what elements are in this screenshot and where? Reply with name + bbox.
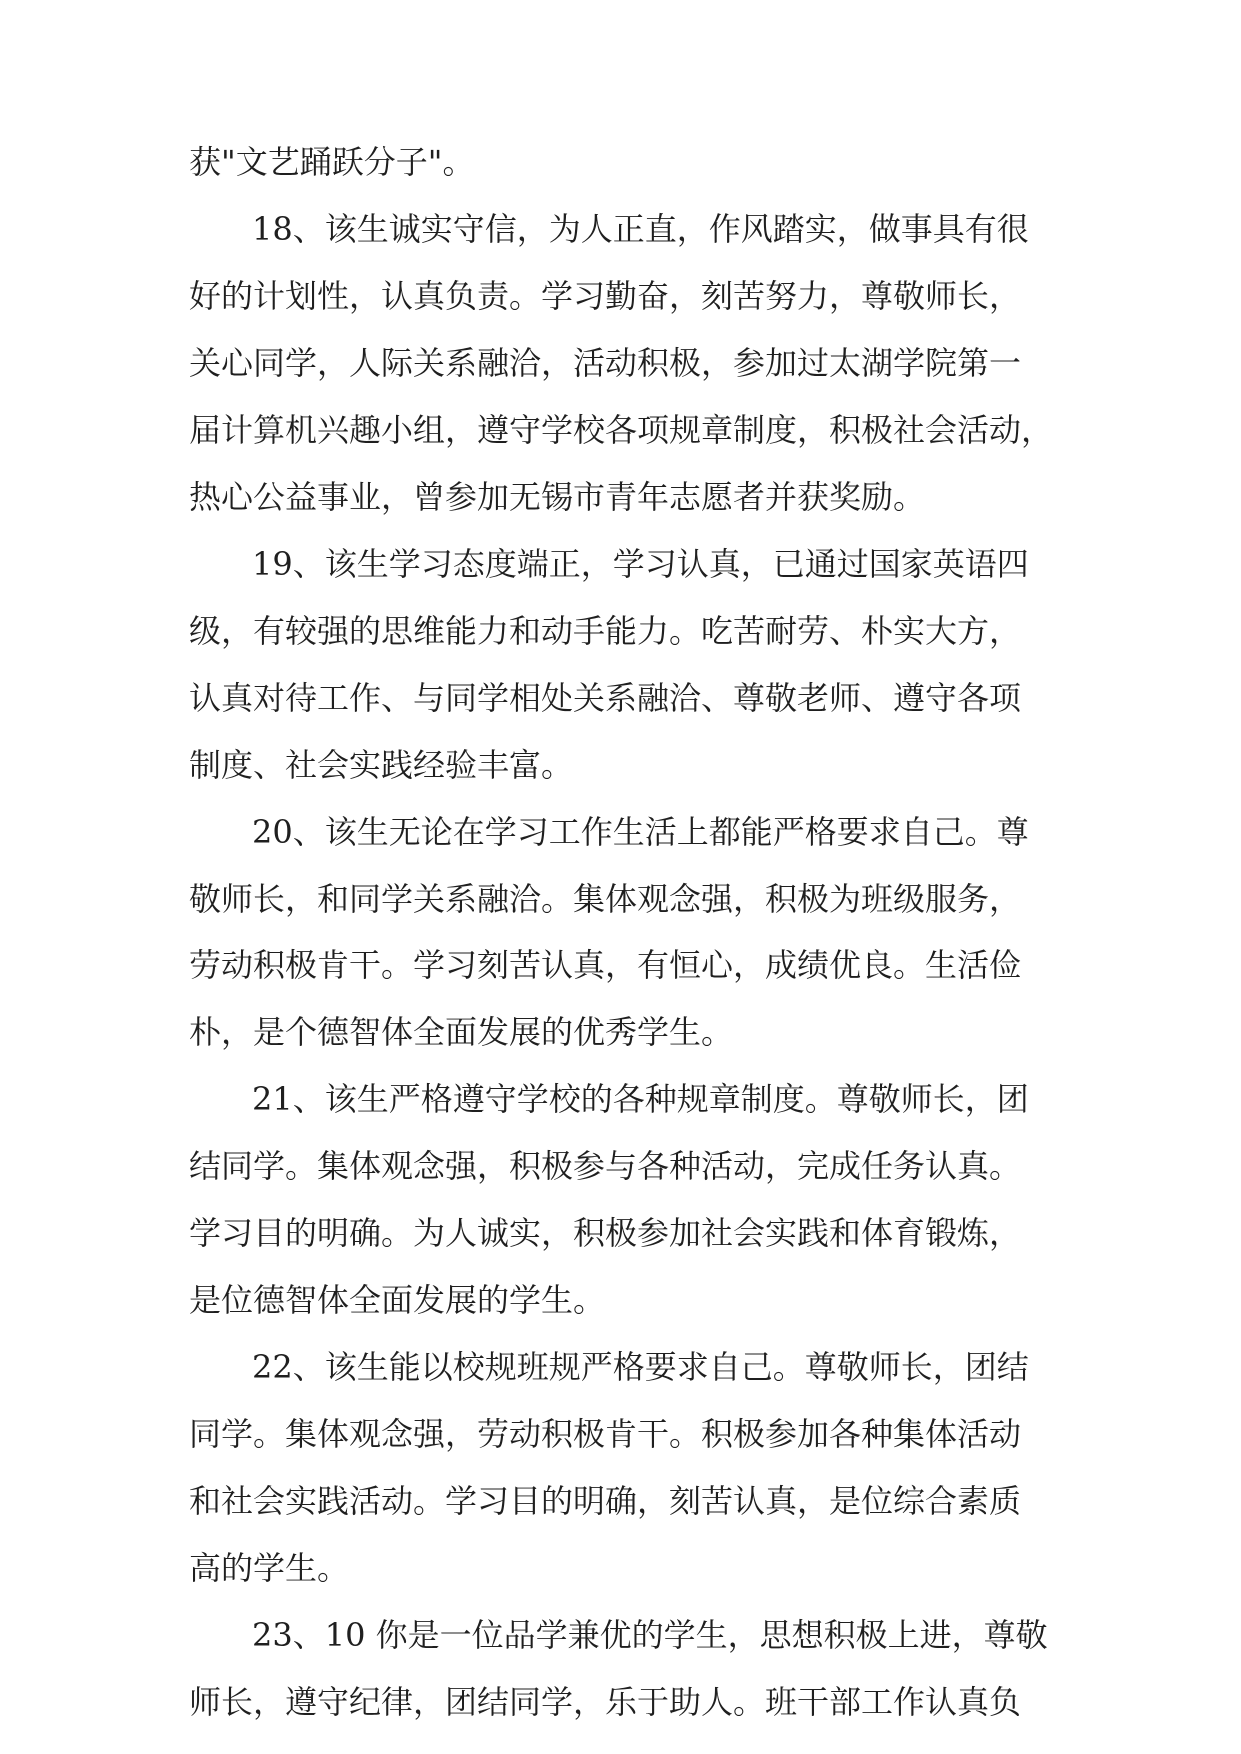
text-line: 届计算机兴趣小组，遵守学校各项规章制度，积极社会活动， <box>189 411 1054 449</box>
paragraph-20-line-1: 20、该生无论在学习工作生活上都能严格要求自己。尊 <box>252 813 1029 851</box>
paragraph-18-line-1: 18、该生诚实守信，为人正直，作风踏实，做事具有很 <box>252 210 1029 248</box>
text-line: 同学。集体观念强，劳动积极肯干。积极参加各种集体活动 <box>189 1415 1022 1453</box>
paragraph-19-line-1: 19、该生学习态度端正，学习认真，已通过国家英语四 <box>252 545 1029 583</box>
paragraph-23-line-1: 23、10 你是一位品学兼优的学生，思想积极上进，尊敬 <box>252 1616 1048 1654</box>
text-line: 朴，是个德智体全面发展的优秀学生。 <box>189 1013 734 1051</box>
text-line: 劳动积极肯干。学习刻苦认真，有恒心，成绩优良。生活俭 <box>189 946 1022 984</box>
text-line: 是位德智体全面发展的学生。 <box>189 1281 606 1319</box>
paragraph-21-line-1: 21、该生严格遵守学校的各种规章制度。尊敬师长，团 <box>252 1080 1029 1118</box>
text-line: 高的学生。 <box>189 1549 350 1587</box>
text-line: 和社会实践活动。学习目的明确，刻苦认真，是位综合素质 <box>189 1482 1022 1520</box>
text-line: 认真对待工作、与同学相处关系融洽、尊敬老师、遵守各项 <box>189 679 1022 717</box>
text-line: 热心公益事业，曾参加无锡市青年志愿者并获奖励。 <box>189 478 926 516</box>
text-line: 关心同学，人际关系融洽，活动积极，参加过太湖学院第一 <box>189 344 1022 382</box>
text-line: 级，有较强的思维能力和动手能力。吃苦耐劳、朴实大方， <box>189 612 1022 650</box>
text-line: 学习目的明确。为人诚实，积极参加社会实践和体育锻炼， <box>189 1214 1022 1252</box>
text-line: 好的计划性，认真负责。学习勤奋，刻苦努力，尊敬师长， <box>189 277 1022 315</box>
text-line: 敬师长，和同学关系融洽。集体观念强，积极为班级服务， <box>189 880 1022 918</box>
text-line: 师长，遵守纪律，团结同学，乐于助人。班干部工作认真负 <box>189 1683 1022 1721</box>
text-line: 制度、社会实践经验丰富。 <box>189 746 574 784</box>
paragraph-22-line-1: 22、该生能以校规班规严格要求自己。尊敬师长，团结 <box>252 1348 1029 1386</box>
text-line: 结同学。集体观念强，积极参与各种活动，完成任务认真。 <box>189 1147 1022 1185</box>
text-line: 获"文艺踊跃分子"。 <box>189 143 475 181</box>
